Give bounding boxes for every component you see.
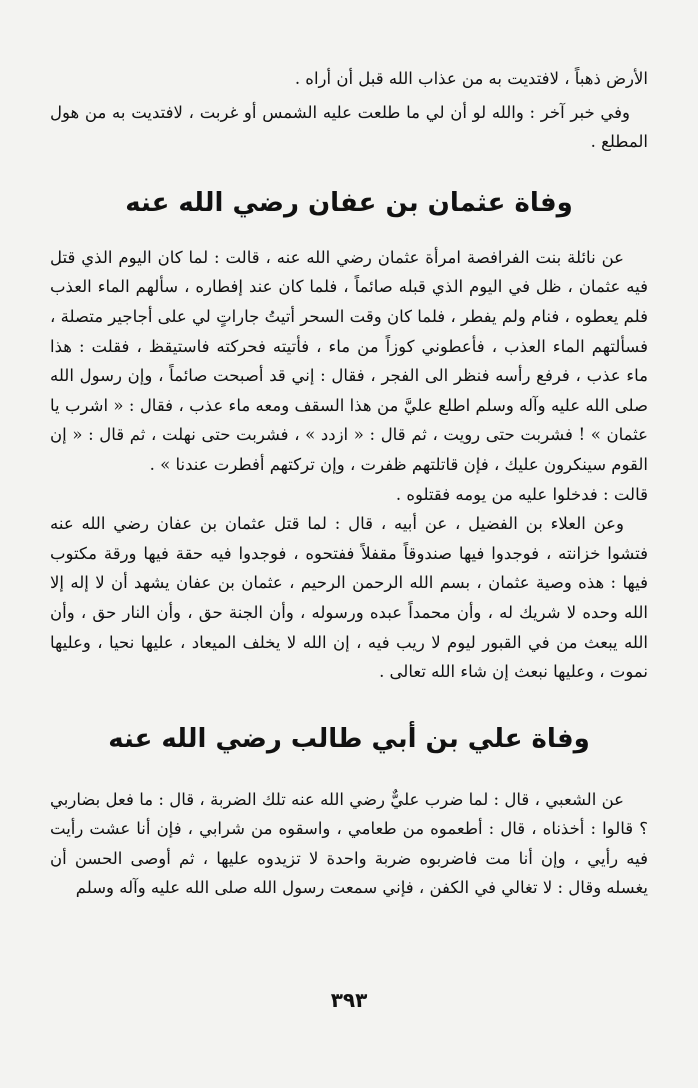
intro-line: الأرض ذهباً ، لافتديت به من عذاب الله قبل أن أراه . <box>294 69 648 88</box>
section-title-uthman: وفاة عثمان بن عفان رضي الله عنه <box>125 187 573 218</box>
paragraph: عن الشعبي ، قال : لما ضرب عليٌّ رضي الله عنه تلك الضربة ، قال : ما فعل بضاربي ؟ قالوا : أخذناه ، قال : أطعموه من طعامي ، واسقوه من شرابي ، فإن أنا عشت رأيت فيه رأيي ، وإن أنا مت فاضربوه ضربة واحدة لا تزيدوه عليها ، ثم أوصى الحسن أن يغسله وقال : لا تغالي في الكفن ، فإني سمعت رسول الله صلى الله عليه وآله وسلم <box>50 789 648 898</box>
section-uthman-body <box>50 243 648 687</box>
intro-paragraph: وفي خبر آخر : والله لو أن لي ما طلعت عليه الشمس أو غربت ، لافتديت به من هول المطلع . <box>50 102 648 152</box>
page-number: ٣٩٣ <box>330 988 368 1012</box>
section-title-ali: وفاة علي بن أبي طالب رضي الله عنه <box>108 723 590 754</box>
intro-text <box>50 64 648 157</box>
paragraph: قالت : فدخلوا عليه من يومه فقتلوه . <box>395 484 648 504</box>
paragraph: عن نائلة بنت الفرافصة امرأة عثمان رضي الله عنه ، قالت : لما كان اليوم الذي قتل فيه عثمان ، ظل في اليوم الذي قبله صائماً ، فلما كان عند إفطاره ، سألهم الماء العذب فلم يعطوه ، فنام ولم يفطر ، فلما كان وقت السحر أتيتُ جاراتٍ لي على أجاجير متصلة ، فسألتهم الماء العذب ، فأعطوني كوزاً من ماء ، فأتيته فحركته فاستيقظ ، فقلت : هذا ماء عذب ، فرفع رأسه فنظر الى الفجر ، فقال : إني قد أصبحت صائماً ، وإن رسول الله صلى الله عليه وآله وسلم اطلع عليَّ من هذا السقف ومعه ماء عذب ، فقال : « اشرب يا عثمان » ! فشربت حتى رويت ، ثم قال : « ازدد » ، فشربت حتى نهلت ، ثم قال : « إن القوم سينكرون عليك ، فإن قاتلتهم ظفرت ، وإن تركتهم أفطرت عندنا » . <box>50 247 648 474</box>
paragraph: وعن العلاء بن الفضيل ، عن أبيه ، قال : لما قتل عثمان بن عفان رضي الله عنه فتشوا خزانته ، فوجدوا فيها صندوقاً مقفلاً ففتحوه ، فوجدوا فيه حقة فيها ورقة مكتوب فيها : هذه وصية عثمان ، بسم الله الرحمن الرحيم ، عثمان بن عفان يشهد أن لا إله إلا الله وحده لا شريك له ، وأن محمداً عبده ورسوله ، وأن الجنة حق ، وأن النار حق ، وأن الله يبعث من في القبور ليوم لا ريب فيه ، إن الله لا يخلف الميعاد ، عليها نحيا ، وعليها نموت ، وعليها نبعث إن شاء الله تعالى . <box>50 514 648 682</box>
section-ali-body <box>50 785 648 903</box>
